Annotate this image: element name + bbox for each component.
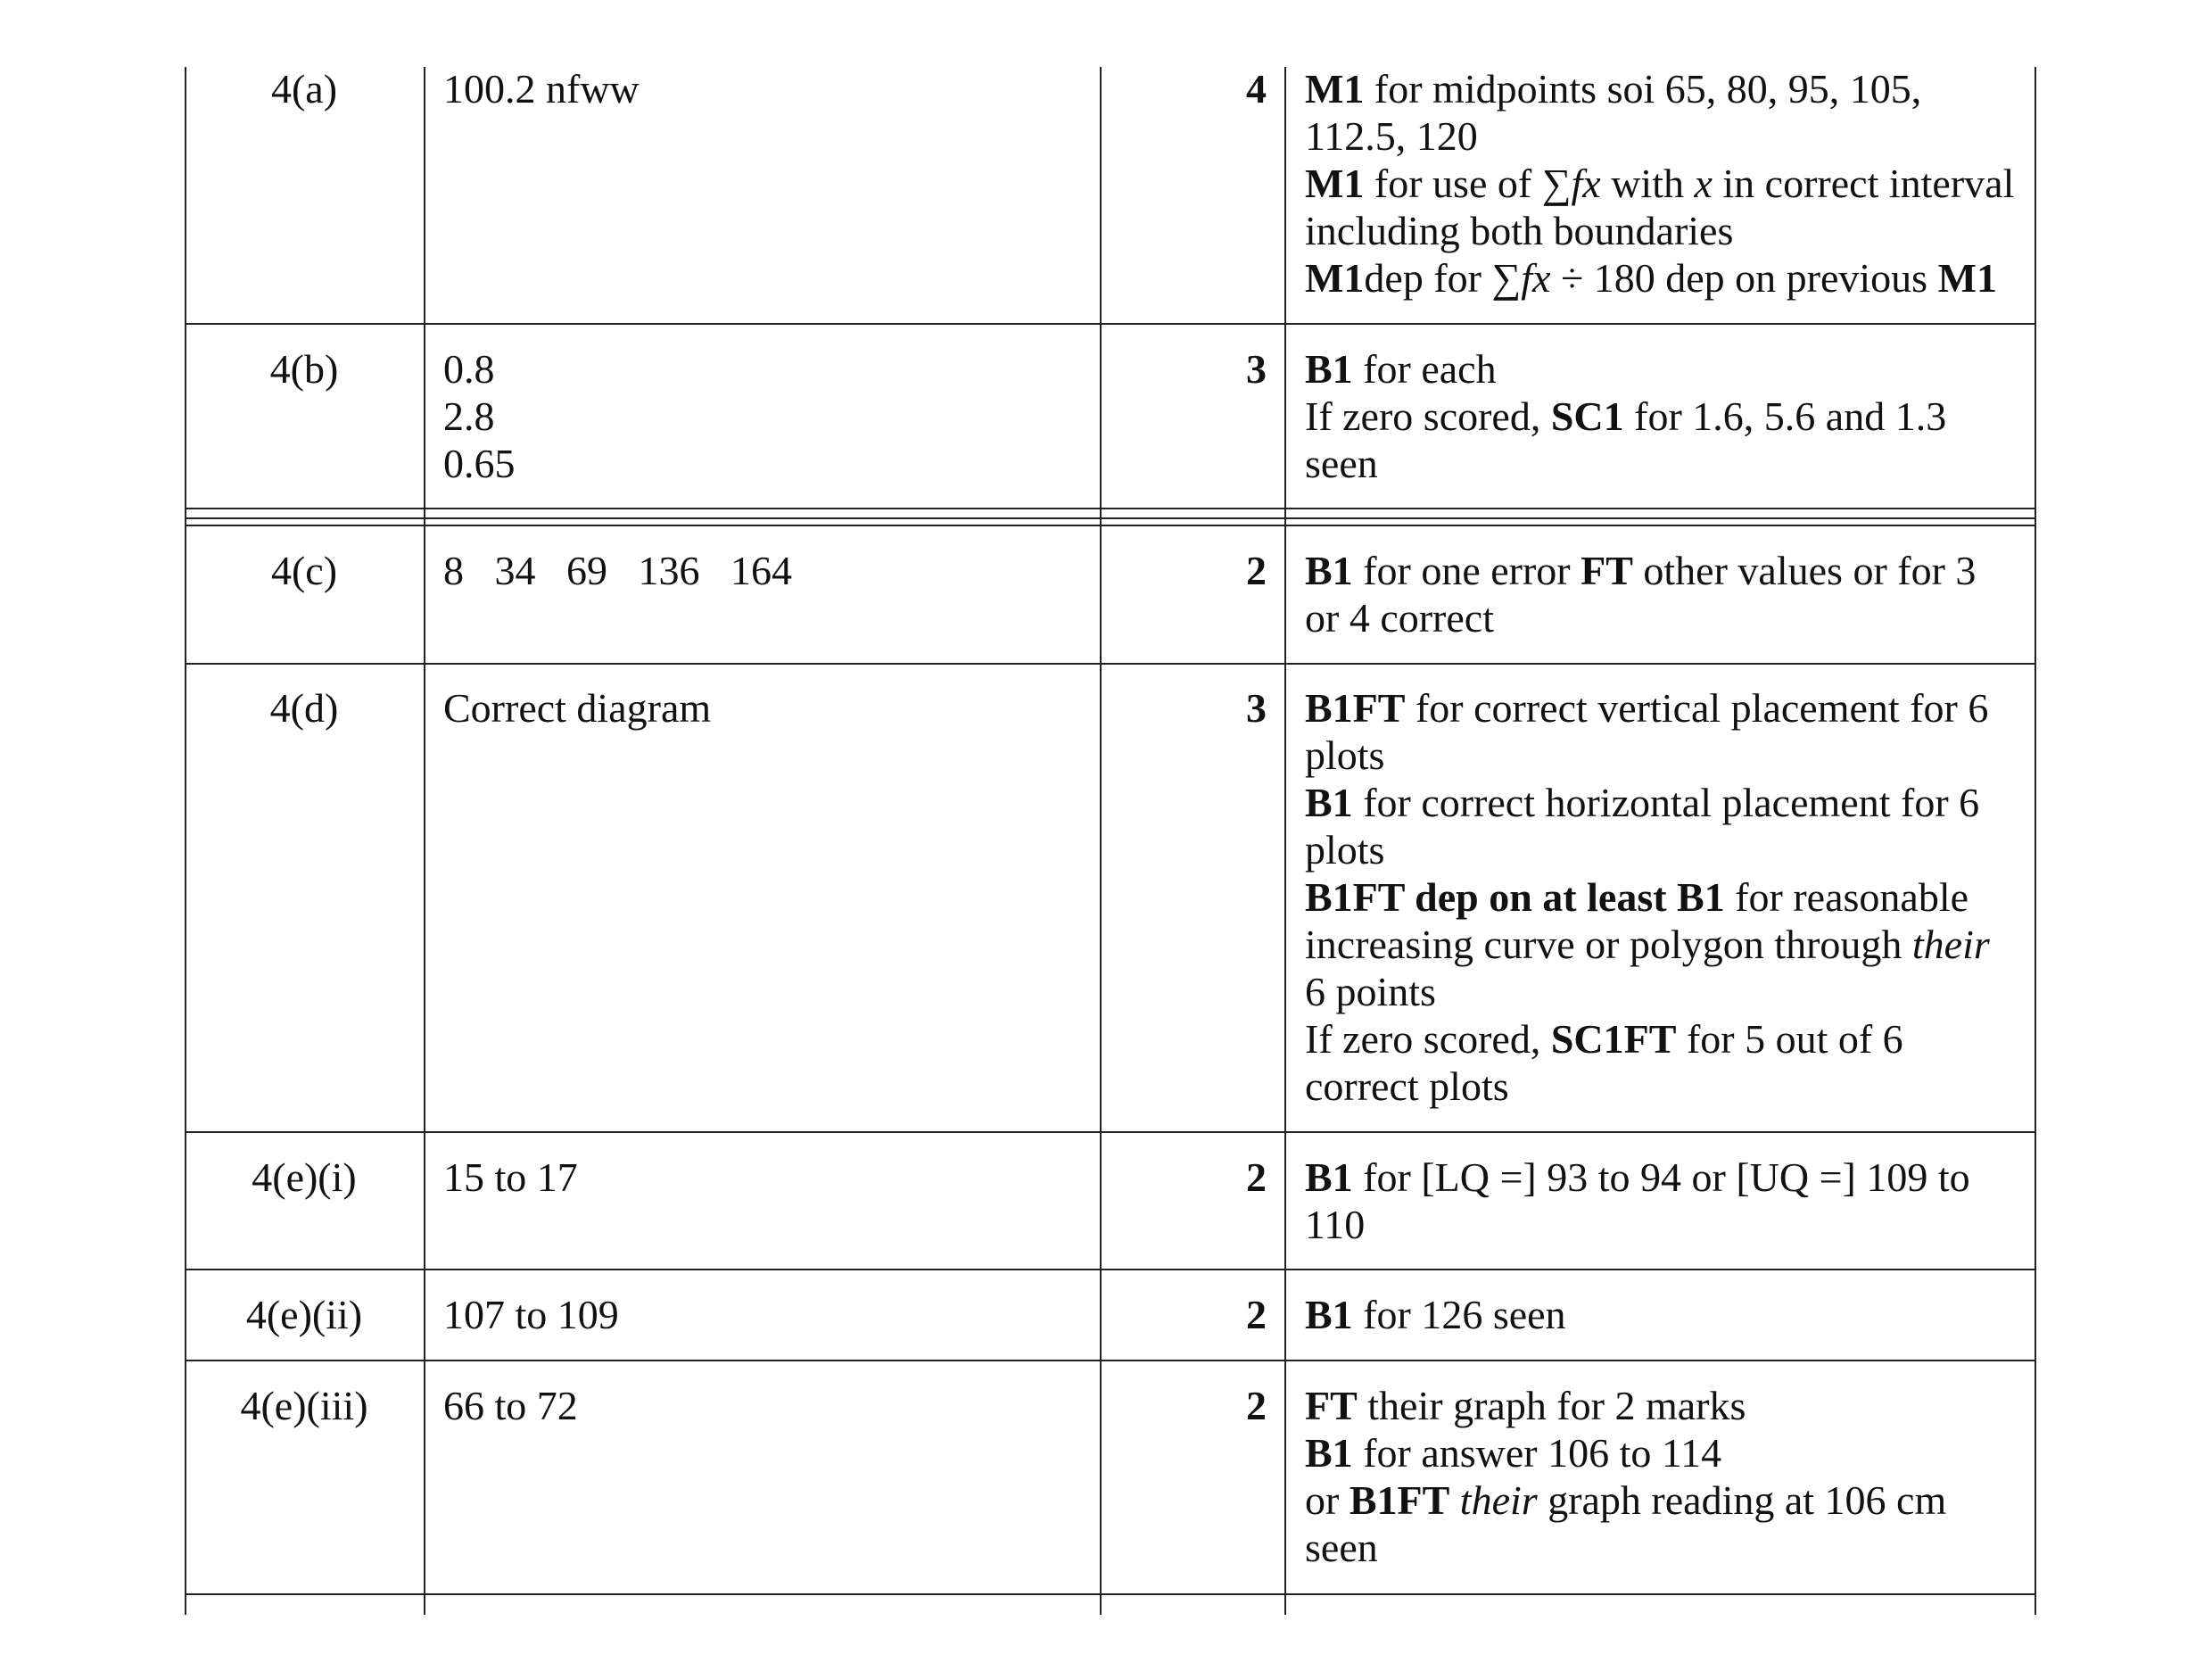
answer-line: 107 to 109 [443, 1292, 619, 1337]
question-number: 4(e)(i) [252, 1154, 357, 1200]
question-number: 4(a) [270, 66, 338, 112]
guidance-text: for 5 out of 6 [1676, 1016, 1903, 1062]
answer-line: 66 to 72 [443, 1383, 578, 1428]
guidance-text: for [LQ =] 93 to 94 or [UQ =] 109 to [1352, 1154, 1970, 1200]
mark-code: B1 [1305, 548, 1353, 593]
marks-value: 3 [1246, 685, 1267, 731]
row-divider [185, 1360, 2035, 1361]
answer-cell [443, 1154, 1085, 1201]
guidance-line [1305, 873, 2027, 921]
mark-code: M1 [1305, 255, 1365, 301]
guidance-text: including both boundaries [1305, 208, 1734, 253]
guidance-line [1305, 1429, 2027, 1476]
answer-line: 2.8 [443, 393, 495, 439]
guidance-line [1305, 112, 2027, 160]
mark-code: B1FT [1349, 1477, 1450, 1523]
guidance-cell [1305, 345, 2027, 487]
guidance-line [1305, 345, 2027, 393]
guidance-text: fx [1571, 161, 1601, 206]
column-divider-answer [424, 67, 425, 1615]
guidance-text: plots [1305, 732, 1385, 778]
guidance-line [1305, 594, 2027, 641]
guidance-text: 110 [1305, 1202, 1366, 1247]
row-divider [185, 1593, 2035, 1595]
guidance-line [1305, 1524, 2027, 1571]
guidance-line [1305, 1201, 2027, 1248]
mark-code: FT [1305, 1383, 1358, 1428]
guidance-text: for 1.6, 5.6 and 1.3 [1623, 393, 1947, 439]
guidance-cell [1305, 547, 2027, 641]
mark-code: B1FT [1305, 685, 1406, 731]
guidance-line [1305, 732, 2027, 779]
guidance-text [1449, 1477, 1460, 1523]
question-number: 4(e)(iii) [240, 1383, 368, 1428]
mark-code: B1 [1305, 1154, 1353, 1200]
answer-line: 0.65 [443, 441, 516, 486]
answer-cell [443, 65, 1085, 112]
guidance-text: for answer 106 to 114 [1352, 1430, 1722, 1476]
guidance-line [1305, 254, 2027, 302]
row-divider [185, 508, 2035, 509]
guidance-text: seen [1305, 1525, 1378, 1570]
marks-value: 3 [1246, 346, 1267, 392]
question-number: 4(c) [270, 548, 338, 593]
guidance-text: for reasonable [1724, 874, 1969, 920]
marks-value: 2 [1246, 1383, 1267, 1428]
guidance-text: increasing curve or polygon through [1305, 922, 1912, 967]
guidance-text: or 4 correct [1305, 595, 1494, 641]
guidance-text: 112.5, 120 [1305, 113, 1478, 159]
guidance-text: for correct horizontal placement for 6 [1352, 780, 1980, 825]
mark-code: B1 [1305, 346, 1353, 392]
mark-code: B1 [1305, 1292, 1353, 1337]
answer-line: Correct diagram [443, 685, 712, 731]
guidance-line [1305, 1154, 2027, 1201]
guidance-line [1305, 160, 2027, 207]
guidance-line [1305, 207, 2027, 254]
guidance-text: their [1911, 922, 1990, 967]
guidance-text: for correct vertical placement for 6 [1405, 685, 1989, 731]
row-divider [185, 663, 2035, 665]
table-border-right [2035, 67, 2036, 1615]
guidance-line [1305, 779, 2027, 826]
question-number: 4(d) [269, 685, 339, 731]
marks-value: 4 [1246, 66, 1267, 112]
guidance-text: their [1459, 1477, 1538, 1523]
answer-cell [443, 1382, 1085, 1429]
answer-line: 0.8 [443, 346, 495, 392]
guidance-text: for 126 seen [1352, 1292, 1566, 1337]
guidance-text: for one error [1352, 548, 1581, 593]
question-number: 4(e)(ii) [245, 1292, 363, 1337]
guidance-line [1305, 968, 2027, 1015]
guidance-line [1305, 826, 2027, 873]
row-divider [185, 323, 2035, 325]
answer-cell [443, 345, 1085, 487]
answer-line: 8 34 69 136 164 [443, 548, 792, 593]
guidance-line [1305, 1063, 2027, 1110]
mark-code: B1 [1305, 1430, 1353, 1476]
guidance-cell [1305, 684, 2027, 1110]
row-divider [185, 1131, 2035, 1133]
mark-code: M1 [1305, 66, 1365, 112]
guidance-text: in correct interval [1712, 161, 2015, 206]
guidance-text: other values or for 3 [1632, 548, 1977, 593]
guidance-text: fx [1521, 255, 1551, 301]
mark-code: SC1 [1550, 393, 1624, 439]
row-divider [185, 1269, 2035, 1270]
guidance-text: graph reading at 106 cm [1537, 1477, 1947, 1523]
guidance-line [1305, 1015, 2027, 1063]
answer-cell [443, 547, 1085, 594]
guidance-text: correct plots [1305, 1063, 1509, 1109]
guidance-cell [1305, 1382, 2027, 1571]
guidance-text: If zero scored, [1305, 393, 1551, 439]
guidance-text: dep for ∑ [1364, 255, 1522, 301]
guidance-line [1305, 1291, 2027, 1338]
guidance-text: plots [1305, 827, 1385, 873]
answer-line: 15 to 17 [443, 1154, 578, 1200]
mark-code: B1 [1305, 780, 1353, 825]
guidance-text: their graph for 2 marks [1357, 1383, 1746, 1428]
row-divider [185, 525, 2035, 526]
guidance-line [1305, 440, 2027, 487]
column-divider-guidance [1284, 67, 1286, 1615]
guidance-line [1305, 1382, 2027, 1429]
guidance-line [1305, 65, 2027, 112]
guidance-text: ÷ 180 dep on previous [1550, 255, 1938, 301]
answer-cell [443, 1291, 1085, 1338]
guidance-cell [1305, 1154, 2027, 1248]
guidance-line [1305, 547, 2027, 594]
mark-code: B1FT dep on at least B1 [1305, 874, 1725, 920]
guidance-text: 6 points [1305, 969, 1436, 1014]
marks-value: 2 [1246, 1292, 1267, 1337]
guidance-text: or [1305, 1477, 1349, 1523]
answer-line: 100.2 nfww [443, 66, 640, 112]
guidance-text: for each [1352, 346, 1497, 392]
mark-code: M1 [1937, 255, 1997, 301]
mark-code: FT [1581, 548, 1633, 593]
guidance-text: seen [1305, 441, 1378, 486]
marks-value: 2 [1246, 1154, 1267, 1200]
guidance-line [1305, 921, 2027, 968]
guidance-text: with [1600, 161, 1695, 206]
mark-code: SC1FT [1550, 1016, 1677, 1062]
guidance-text: If zero scored, [1305, 1016, 1551, 1062]
guidance-cell [1305, 65, 2027, 302]
marks-value: 2 [1246, 548, 1267, 593]
guidance-text: x [1694, 161, 1713, 206]
mark-code: M1 [1305, 161, 1365, 206]
guidance-line [1305, 684, 2027, 732]
guidance-line [1305, 1476, 2027, 1524]
question-number: 4(b) [269, 346, 339, 392]
guidance-line [1305, 393, 2027, 440]
row-divider [185, 517, 2035, 519]
guidance-cell [1305, 1291, 2027, 1338]
answer-cell [443, 684, 1085, 732]
guidance-text: for use of ∑ [1364, 161, 1572, 206]
guidance-text: for midpoints soi 65, 80, 95, 105, [1364, 66, 1922, 112]
